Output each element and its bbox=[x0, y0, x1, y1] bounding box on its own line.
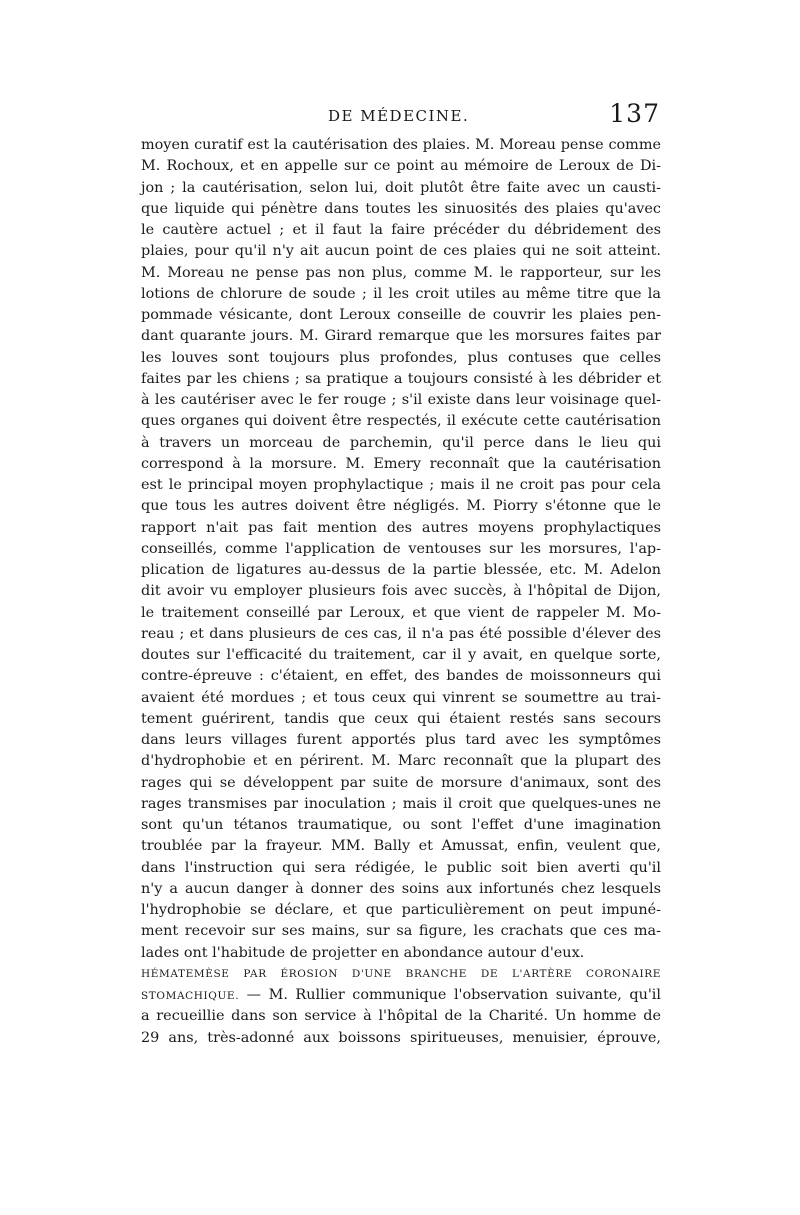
text-line: tement guérirent, tandis que ceux qui étaient restés sans secours bbox=[141, 710, 661, 727]
running-head bbox=[140, 99, 660, 133]
text-line: 29 ans, très-adonné aux boissons spiritueuses, menuisier, éprouve, bbox=[141, 1029, 661, 1046]
text-line: rages qui se développent par suite de morsure d'animaux, sont des bbox=[141, 774, 661, 791]
text-line: ment recevoir sur ses mains, sur sa figure, les crachats que ces ma- bbox=[141, 923, 661, 940]
text-line: a recueillie dans son service à l'hôpital de la Charité. Un homme de bbox=[141, 1008, 661, 1025]
text-line: correspond à la morsure. M. Emery reconnaît que la cautérisation bbox=[141, 455, 661, 472]
running-title: DE MÉDECINE. bbox=[328, 107, 470, 125]
text-line: M. Rochoux, et en appelle sur ce point au mémoire de Leroux de Di- bbox=[141, 158, 661, 175]
text-line: dans leurs villages furent apportés plus tard avec les symptômes bbox=[141, 732, 661, 748]
section-heading: HÉMATEMÈSE PAR ÉROSION D'UNE BRANCHE DE L'ARTÈRE CORONAIRE bbox=[141, 967, 661, 980]
text-line: est le principal moyen prophylactique ; mais il ne croit pas pour cela bbox=[141, 477, 661, 493]
section-heading-caps: STOMACHIQUE. bbox=[141, 990, 240, 1002]
text-line: l'hydrophobie se déclare, et que particulièrement on peut impuné- bbox=[141, 902, 661, 918]
text-line: pommade vésicante, dont Leroux conseille de couvrir les plaies pen- bbox=[141, 307, 661, 323]
text-line: à les cautériser avec le fer rouge ; s'il existe dans leur voisinage quel- bbox=[141, 392, 661, 408]
text-line: moyen curatif est la cautérisation des plaies. M. Moreau pense comme bbox=[141, 137, 661, 153]
text-line: rapport n'ait pas fait mention des autres moyens prophylactiques bbox=[141, 519, 661, 536]
text-line: que tous les autres doivent être négligés. M. Piorry s'étonne que le bbox=[141, 498, 661, 515]
text-line: jon ; la cautérisation, selon lui, doit plutôt être faite avec un causti- bbox=[141, 179, 661, 196]
text-line: lades ont l'habitude de projetter en abondance autour d'eux. bbox=[141, 944, 585, 961]
text-line: ques organes qui doivent être respectés, il exécute cette cautérisation bbox=[141, 413, 661, 430]
text-line: dit avoir vu employer plusieurs fois avec succès, à l'hôpital de Dijon, bbox=[141, 583, 661, 600]
text-line: rages transmises par inoculation ; mais il croit que quelques-unes ne bbox=[141, 795, 661, 812]
text-line: le cautère actuel ; et il faut la faire précéder du débridement des bbox=[141, 222, 661, 238]
text-line: conseillés, comme l'application de ventouses sur les morsures, l'ap- bbox=[141, 540, 661, 557]
text-line: à travers un morceau de parchemin, qu'il perce dans le lieu qui bbox=[141, 434, 661, 451]
text-line: dant quarante jours. M. Girard remarque que les morsures faites par bbox=[141, 328, 661, 345]
text-line: d'hydrophobie et en périrent. M. Marc reconnaît que la plupart des bbox=[141, 753, 661, 770]
text-line: troublée par la frayeur. MM. Bally et Amussat, enfin, veulent que, bbox=[141, 838, 661, 855]
body-text bbox=[141, 135, 661, 1049]
text-line: lotions de chlorure de soude ; il les croit utiles au même titre que la bbox=[141, 285, 661, 302]
text-line: plication de ligatures au-dessus de la partie blessée, etc. M. Adelon bbox=[141, 562, 661, 578]
text-line: faites par les chiens ; sa pratique a toujours consisté à les débrider et bbox=[141, 370, 661, 387]
text-line: doutes sur l'efficacité du traitement, car il y avait, en quelque sorte, bbox=[141, 647, 661, 663]
text-line: sont qu'un tétanos traumatique, ou sont l'effet d'une imagination bbox=[141, 817, 661, 833]
text-line: plaies, pour qu'il n'y ait aucun point de ces plaies qui ne soit atteint. bbox=[141, 243, 661, 260]
section-heading-continuation bbox=[141, 985, 661, 1006]
text-line: n'y a aucun danger à donner des soins aux infortunés chez lesquels bbox=[141, 880, 661, 897]
text-fragment: — M. Rullier communique l'observation suivante, qu'il bbox=[239, 987, 661, 1003]
text-line: M. Moreau ne pense pas non plus, comme M. le rapporteur, sur les bbox=[141, 264, 661, 281]
text-line: le traitement conseillé par Leroux, et que vient de rappeler M. Mo- bbox=[141, 604, 661, 621]
text-line: contre-épreuve : c'étaient, en effet, des bandes de moissonneurs qui bbox=[141, 668, 661, 685]
text-line: avaient été mordues ; et tous ceux qui vinrent se soumettre au trai- bbox=[141, 689, 661, 706]
text-line: les louves sont toujours plus profondes, plus contuses que celles bbox=[141, 349, 661, 366]
text-line: dans l'instruction qui sera rédigée, le public soit bien averti qu'il bbox=[141, 859, 661, 876]
text-line: que liquide qui pénètre dans toutes les sinuosités des plaies qu'avec bbox=[141, 200, 661, 217]
page-number: 137 bbox=[609, 99, 660, 128]
text-line: reau ; et dans plusieurs de ces cas, il n'a pas été possible d'élever des bbox=[141, 625, 661, 642]
